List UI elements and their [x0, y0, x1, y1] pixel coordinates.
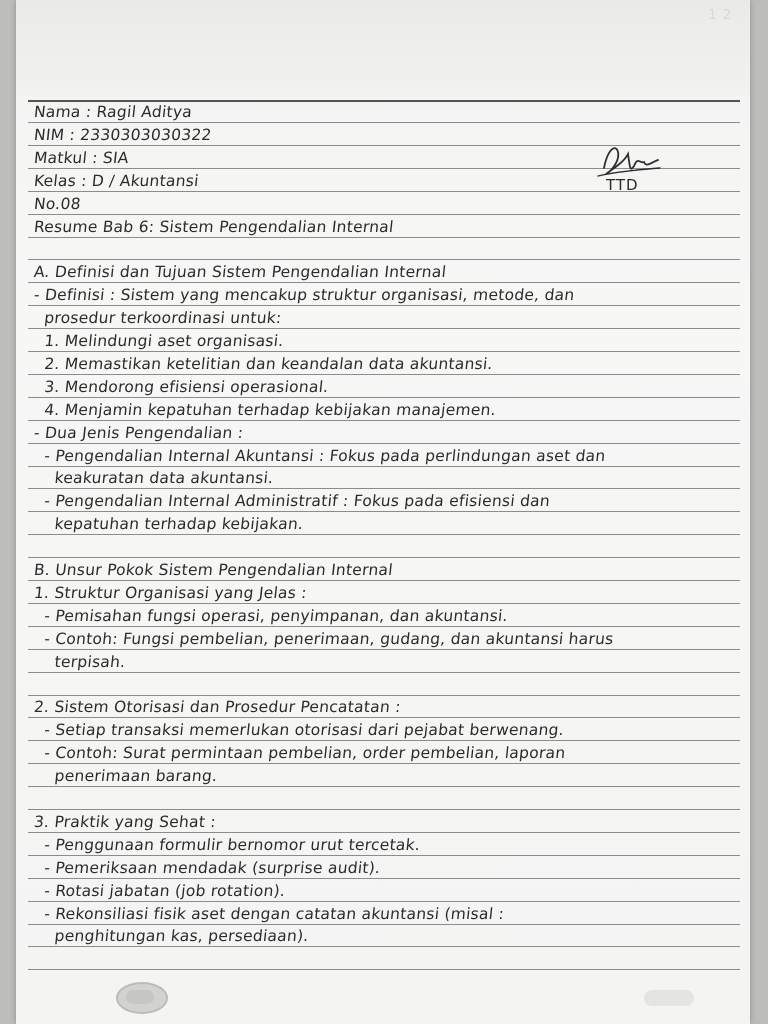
handwritten-line: - Rotasi jabatan (job rotation).: [33, 881, 287, 900]
rule-line: [28, 214, 740, 215]
rule-line: [28, 809, 740, 810]
handwritten-line: No.08: [33, 194, 82, 213]
handwritten-line: 1. Melindungi aset organisasi.: [33, 332, 285, 350]
rule-line: [28, 305, 740, 306]
handwritten-line: NIM : 2330303030322: [33, 125, 213, 144]
notebook-page: [16, 0, 750, 1024]
handwritten-line: Nama : Ragil Aditya: [33, 103, 194, 121]
rule-line: [28, 878, 740, 879]
rule-line: [28, 832, 740, 833]
rule-line: [28, 122, 740, 123]
handwritten-line: 1. Struktur Organisasi yang Jelas :: [33, 583, 308, 602]
handwritten-line: - Dua Jenis Pengendalian :: [33, 423, 245, 442]
rule-line: [28, 534, 740, 535]
handwritten-line: - Contoh: Surat permintaan pembelian, order pembelian, laporan: [33, 744, 567, 763]
rule-line: [28, 786, 740, 787]
handwritten-line: - Setiap transaksi memerlukan otorisasi dari pejabat berwenang.: [33, 721, 565, 740]
rule-line: [28, 237, 740, 238]
rule-line: [28, 740, 740, 741]
page-header-area: [16, 0, 750, 96]
rule-line: [28, 695, 740, 696]
handwritten-line: Resume Bab 6: Sistem Pengendalian Internal: [33, 217, 395, 236]
handwritten-line: Matkul : SIA: [33, 148, 130, 167]
rule-line: [28, 580, 740, 581]
rule-line: [28, 466, 740, 467]
notebook-brand-logo: [116, 982, 168, 1014]
handwritten-line: - Contoh: Fungsi pembelian, penerimaan, gudang, dan akuntansi harus: [33, 629, 615, 648]
rule-line: [28, 443, 740, 444]
handwritten-line: - Definisi : Sistem yang mencakup struktur organisasi, metode, dan: [33, 286, 576, 305]
rule-line: [28, 511, 740, 512]
rule-line: [28, 717, 740, 718]
handwritten-line: B. Unsur Pokok Sistem Pengendalian Internal: [33, 561, 394, 579]
handwritten-line: kepatuhan terhadap kebijakan.: [33, 515, 305, 534]
handwritten-line: penerimaan barang.: [33, 767, 219, 786]
handwritten-line: - Pengendalian Internal Administratif : Fokus pada efisiensi dan: [33, 492, 551, 511]
rule-line: [28, 901, 740, 902]
handwritten-line: - Rekonsiliasi fisik aset dengan catatan akuntansi (misal :: [33, 904, 505, 923]
rule-line: [28, 374, 740, 375]
handwritten-line: 4. Menjamin kepatuhan terhadap kebijakan manajemen.: [33, 400, 497, 419]
rule-line: [28, 328, 740, 329]
handwritten-line: prosedur terkoordinasi untuk:: [33, 309, 283, 328]
ttd-label: TTD: [606, 176, 639, 194]
rule-line: [28, 557, 740, 558]
rule-line: [28, 672, 740, 673]
handwritten-line: - Pengendalian Internal Akuntansi : Fokus pada perlindungan aset dan: [33, 446, 607, 465]
handwritten-line: - Pemeriksaan mendadak (surprise audit).: [33, 858, 382, 877]
page-number: 1 2: [708, 8, 732, 23]
rule-line: [28, 420, 740, 421]
handwritten-line: 3. Praktik yang Sehat :: [33, 812, 217, 831]
rule-line: [28, 488, 740, 489]
handwritten-line: keakuratan data akuntansi.: [33, 469, 275, 488]
footer-smudge: [644, 990, 694, 1006]
rule-line: [28, 924, 740, 925]
handwritten-line: terpisah.: [33, 652, 127, 671]
handwritten-line: 2. Sistem Otorisasi dan Prosedur Pencatatan :: [33, 698, 402, 717]
handwritten-line: 3. Mendorong efisiensi operasional.: [33, 377, 330, 396]
rule-line: [28, 259, 740, 260]
rule-line: [28, 855, 740, 856]
handwritten-line: - Pemisahan fungsi operasi, penyimpanan, dan akuntansi.: [33, 606, 509, 625]
rule-line: [28, 603, 740, 604]
rule-line: [28, 969, 740, 970]
handwritten-line: A. Definisi dan Tujuan Sistem Pengendalian Internal: [33, 263, 448, 282]
handwritten-line: 2. Memastikan ketelitian dan keandalan data akuntansi.: [33, 354, 494, 373]
handwritten-line: - Penggunaan formulir bernomor urut tercetak.: [33, 835, 422, 854]
rule-line: [28, 351, 740, 352]
top-rule: [28, 100, 740, 102]
rule-line: [28, 649, 740, 650]
rule-line: [28, 763, 740, 764]
rule-line: [28, 626, 740, 627]
handwritten-line: Kelas : D / Akuntansi: [33, 171, 200, 190]
rule-line: [28, 282, 740, 283]
handwritten-line: penghitungan kas, persediaan).: [33, 927, 310, 946]
rule-line: [28, 397, 740, 398]
ruled-lines-area: [28, 100, 740, 980]
rule-line: [28, 946, 740, 947]
